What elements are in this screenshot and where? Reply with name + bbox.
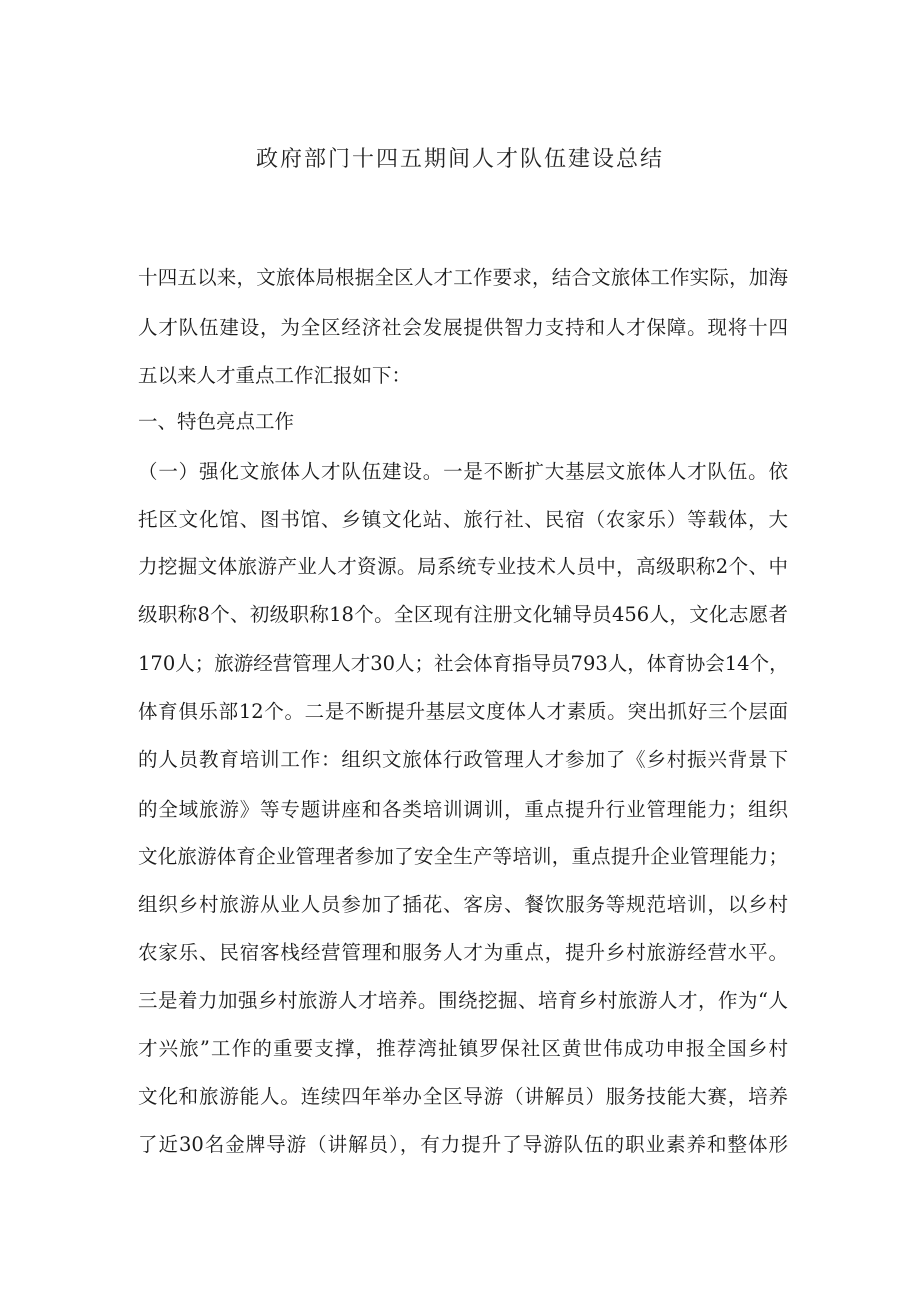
paragraph-line: 了近30名金牌导游（讲解员），有力提升了导游队伍的职业素养和整体形: [138, 1133, 788, 1156]
paragraph-line: 托区文化馆、图书馆、乡镇文化站、旅行社、民宿（农家乐）等载体，大: [138, 508, 788, 531]
paragraph-line: 力挖掘文体旅游产业人才资源。局系统专业技术人员中，高级职称2个、中: [138, 555, 788, 578]
paragraph-line: 农家乐、民宿客栈经营管理和服务人才为重点，提升乡村旅游经营水平。: [138, 941, 788, 964]
paragraph-line: 的人员教育培训工作：组织文旅体行政管理人才参加了《乡村振兴背景下: [138, 748, 788, 771]
paragraph-line: 组织乡村旅游从业人员参加了插花、客房、餐饮服务等规范培训，以乡村: [138, 893, 788, 916]
paragraph-line: 才兴旅”工作的重要支撑，推荐湾扯镇罗保社区黄世伟成功申报全国乡村: [138, 1037, 788, 1060]
paragraph-line: 体育俱乐部12个。二是不断提升基层文度体人才素质。突出抓好三个层面: [138, 700, 788, 723]
document-title: 政府部门十四五期间人才队伍建设总结: [255, 147, 664, 172]
paragraph-line: 的全域旅游》等专题讲座和各类培训调训，重点提升行业管理能力；组织: [138, 798, 788, 821]
paragraph-line: 五以来人才重点工作汇报如下：: [138, 364, 412, 387]
paragraph-line: 文化和旅游能人。连续四年举办全区导游（讲解员）服务技能大赛，培养: [138, 1085, 788, 1108]
paragraph-line: 170人；旅游经营管理人才30人；社会体育指导员793人，体育协会14个，: [138, 652, 789, 675]
section-heading: 一、特色亮点工作: [138, 410, 295, 433]
paragraph-line: 级职称8个、初级职称18个。全区现有注册文化辅导员456人，文化志愿者: [138, 603, 788, 626]
paragraph-line: （一）强化文旅体人才队伍建设。一是不断扩大基层文旅体人才队伍。依: [138, 460, 788, 483]
paragraph-line: 十四五以来，文旅体局根据全区人才工作要求，结合文旅体工作实际，加海: [138, 266, 788, 289]
paragraph-line: 人才队伍建设，为全区经济社会发展提供智力支持和人才保障。现将十四: [138, 316, 788, 339]
paragraph-line: 三是着力加强乡村旅游人才培养。围绕挖掘、培育乡村旅游人才，作为“人: [138, 989, 788, 1012]
paragraph-line: 文化旅游体育企业管理者参加了安全生产等培训，重点提升企业管理能力；: [138, 845, 788, 868]
